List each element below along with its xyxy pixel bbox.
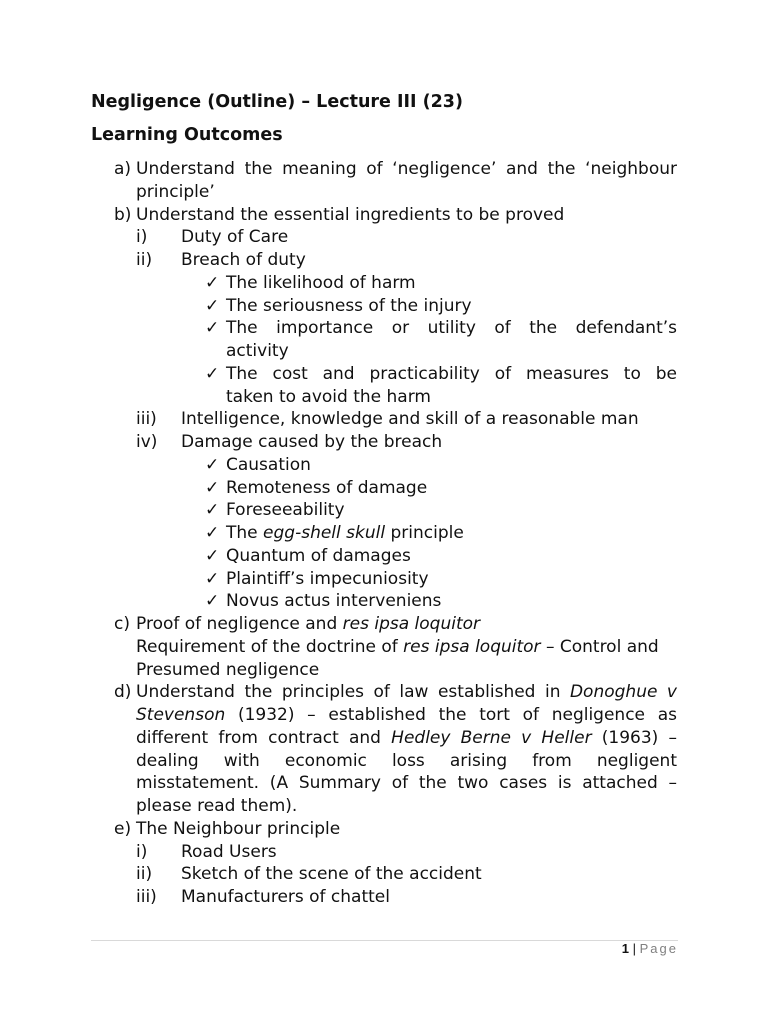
check-item — [0, 499, 768, 522]
text-run: Understand the principles of law established in — [136, 682, 570, 703]
emphasis-text: res ipsa loquitor — [403, 636, 541, 657]
list-item-c-continued — [0, 659, 768, 682]
outline-list — [0, 158, 768, 909]
emphasis-text: Hedley Berne v Heller — [391, 727, 592, 748]
checkmark-icon: ✓ — [205, 545, 220, 566]
check-item-text: Causation — [226, 454, 311, 475]
item-marker: a) — [114, 159, 132, 179]
checkmark-icon: ✓ — [205, 363, 220, 384]
checkmark-icon: ✓ — [205, 523, 220, 543]
sub-item-marker: ii) — [136, 864, 153, 885]
checkmark-icon: ✓ — [205, 318, 220, 339]
page-label: Page — [639, 941, 678, 956]
sub-item-marker: iii) — [136, 887, 157, 907]
emphasis-text: res ipsa loquitor — [342, 614, 481, 634]
checkmark-icon: ✓ — [205, 500, 220, 521]
list-item-c — [0, 613, 768, 636]
check-item-text: Plaintiff’s impecuniosity — [226, 568, 429, 589]
item-text — [136, 613, 480, 636]
checkmark-icon: ✓ — [205, 591, 220, 612]
checkmark-icon: ✓ — [205, 272, 220, 293]
sub-item-marker: iii) — [136, 409, 157, 430]
footer-separator: | — [629, 941, 640, 956]
sub-item-b-ii — [0, 249, 768, 272]
sub-item-marker: i) — [136, 227, 148, 248]
sub-item-b-iii — [0, 408, 768, 431]
check-item-text: Quantum of damages — [226, 545, 411, 566]
item-text: Understand the meaning of ‘negligence’ and the ‘neighbour — [136, 159, 677, 179]
item-text: Presumed negligence — [136, 659, 320, 680]
check-item-text: activity — [226, 341, 289, 361]
item-text: Understand the essential ingredients to be proved — [136, 204, 565, 225]
sub-item-text: Intelligence, knowledge and skill of a reasonable man — [181, 409, 639, 430]
list-item-c-continued — [0, 636, 768, 659]
check-item-continued — [0, 340, 768, 363]
check-item — [0, 522, 768, 545]
item-text — [136, 704, 677, 727]
check-item — [0, 295, 768, 318]
emphasis-text: Stevenson — [136, 705, 226, 725]
sub-item-text: Sketch of the scene of the accident — [181, 864, 482, 885]
text-run: (1932) – established the tort of negligence as — [237, 705, 677, 725]
text-run: – Control and — [540, 636, 659, 657]
sub-item-text: Manufacturers of chattel — [181, 887, 390, 907]
check-item-text: The likelihood of harm — [226, 272, 416, 293]
sub-item-text: Breach of duty — [181, 250, 306, 270]
checkmark-icon: ✓ — [205, 568, 220, 589]
sub-item-marker: ii) — [136, 250, 153, 270]
text-run: Proof of negligence and — [136, 614, 343, 634]
page-footer — [622, 941, 678, 956]
item-text: please read them). — [136, 796, 298, 816]
item-text: misstatement. (A Summary of the two cases is attached – — [136, 773, 677, 794]
item-text — [136, 636, 659, 659]
checkmark-icon: ✓ — [205, 454, 220, 475]
check-item — [0, 317, 768, 340]
list-item-d-continued — [0, 750, 768, 773]
sub-item-text: Road Users — [181, 841, 277, 862]
text-run: Requirement of the doctrine of — [136, 636, 404, 657]
sub-item-marker: iv) — [136, 432, 158, 452]
item-marker: c) — [114, 614, 130, 634]
check-item — [0, 272, 768, 295]
check-item-text: Remoteness of damage — [226, 477, 428, 498]
item-text: principle’ — [136, 181, 215, 202]
check-item — [0, 477, 768, 500]
check-item-text: Novus actus interveniens — [226, 591, 442, 612]
section-heading: Learning Outcomes — [91, 125, 283, 145]
item-marker: d) — [114, 682, 132, 703]
item-text: The Neighbour principle — [136, 818, 341, 839]
check-item-text: The cost and practicability of measures to be — [226, 363, 677, 384]
item-text — [136, 681, 677, 704]
item-marker: e) — [114, 818, 132, 839]
check-item-text: The importance or utility of the defendant’s — [226, 318, 677, 339]
check-item — [0, 590, 768, 613]
list-item-e — [0, 818, 768, 841]
sub-item-e-iii — [0, 886, 768, 909]
page-number: 1 — [621, 941, 630, 956]
item-text — [136, 727, 677, 750]
text-run: different from contract and — [136, 727, 392, 748]
sub-item-e-ii — [0, 863, 768, 886]
checkmark-icon: ✓ — [205, 295, 220, 316]
list-item-d — [0, 681, 768, 704]
list-item-a-continued — [0, 181, 768, 204]
text-run: (1963) – — [601, 727, 678, 748]
emphasis-text: Donoghue v — [569, 682, 677, 703]
check-item-text: The seriousness of the injury — [226, 295, 472, 316]
text-run: principle — [385, 523, 464, 543]
check-item — [0, 568, 768, 591]
item-text: dealing with economic loss arising from negligent — [136, 750, 677, 771]
list-item-d-continued — [0, 795, 768, 818]
check-item — [0, 363, 768, 386]
sub-item-b-i — [0, 226, 768, 249]
sub-item-b-iv — [0, 431, 768, 454]
check-item-continued — [0, 386, 768, 409]
list-item-d-continued — [0, 727, 768, 750]
list-item-a — [0, 158, 768, 181]
list-item-d-continued — [0, 704, 768, 727]
sub-item-text: Damage caused by the breach — [181, 432, 443, 452]
sub-item-e-i — [0, 841, 768, 864]
check-item-text: Foreseeability — [226, 500, 345, 521]
text-run: The — [226, 523, 264, 543]
item-marker: b) — [114, 204, 132, 225]
checkmark-icon: ✓ — [205, 477, 220, 498]
document-title: Negligence (Outline) – Lecture III (23) — [91, 92, 463, 112]
check-item-text: taken to avoid the harm — [226, 386, 431, 407]
sub-item-marker: i) — [136, 841, 148, 862]
check-item — [0, 454, 768, 477]
list-item-d-continued — [0, 772, 768, 795]
emphasis-text: egg-shell skull — [263, 523, 386, 543]
list-item-b — [0, 204, 768, 227]
check-item-text — [226, 522, 464, 545]
check-item — [0, 545, 768, 568]
footer-divider — [91, 940, 678, 941]
sub-item-text: Duty of Care — [181, 227, 289, 248]
